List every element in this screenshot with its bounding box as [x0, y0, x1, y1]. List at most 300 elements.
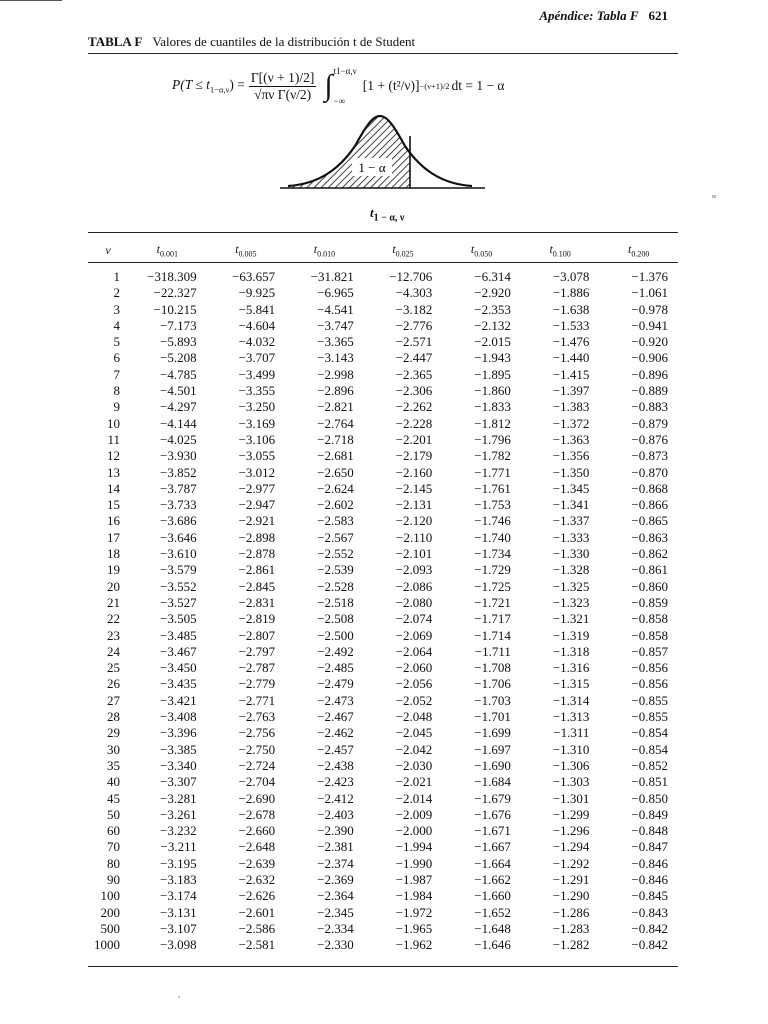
quantile-value-cell: −2.807: [238, 627, 276, 643]
quantile-value-cell: −1.812: [474, 415, 511, 431]
quantile-value-cell: −1.771: [474, 464, 511, 480]
quantile-value-cell: −3.078: [552, 269, 590, 284]
quantile-value-cell: −1.282: [552, 937, 590, 953]
quantile-value-cell: −0.859: [631, 594, 668, 610]
quantile-value-cell: −0.873: [631, 448, 668, 464]
quantile-value-cell: −0.883: [631, 399, 668, 415]
quantile-value-cell: −3.435: [160, 676, 197, 692]
scan-speck: [178, 996, 180, 998]
quantile-value-cell: −2.718: [317, 431, 354, 447]
degrees-of-freedom-cell: 70: [107, 839, 121, 855]
quantile-value-cell: −2.797: [238, 643, 276, 659]
quantile-value-cell: −1.962: [395, 937, 433, 953]
quantile-value-cell: −3.505: [160, 611, 197, 627]
quantile-value-cell: −3.499: [238, 366, 276, 382]
quantile-value-cell: −2.831: [238, 594, 276, 610]
quantile-value-cell: −3.787: [160, 480, 197, 496]
column-header-t: $t_{0.001}$: [156, 241, 178, 259]
table-caption: Valores de cuantiles de la distribución t de Student: [152, 34, 416, 49]
quantile-value-cell: −0.870: [631, 464, 668, 480]
quantile-value-cell: −3.169: [238, 415, 276, 431]
quantile-value-cell: −2.345: [317, 904, 354, 920]
quantile-value-cell: −0.863: [631, 529, 668, 545]
quantile-value-cell: −0.868: [631, 480, 668, 496]
quantile-value-cell: −2.093: [395, 562, 433, 578]
degrees-of-freedom-cell: 2: [113, 285, 121, 301]
quantile-value-cell: −1.345: [552, 480, 590, 496]
quantile-value-cell: −1.717: [474, 611, 511, 627]
quantile-label: $t_{1 - \alpha, \nu}$: [370, 205, 405, 224]
quantile-value-cell: −2.330: [317, 937, 354, 953]
corner-rule: [0, 0, 62, 1]
quantile-value-cell: −2.821: [317, 399, 354, 415]
table-row: [88, 285, 678, 301]
quantile-value-cell: −0.846: [631, 855, 668, 871]
quantile-value-cell: −4.144: [160, 415, 197, 431]
quantile-value-cell: −3.012: [238, 464, 276, 480]
quantile-value-cell: −1.664: [474, 855, 511, 871]
table-row: [88, 872, 678, 888]
quantile-value-cell: −1.761: [474, 480, 511, 496]
column-header-t: $t_{0.025}$: [392, 241, 414, 259]
quantile-value-cell: −2.457: [317, 741, 354, 757]
degrees-of-freedom-cell: 1000: [94, 937, 121, 953]
quantile-value-cell: −2.369: [317, 871, 354, 887]
lower-limit: −∞: [333, 96, 346, 106]
integral-limits: [334, 66, 357, 106]
quantile-value-cell: −3.183: [160, 871, 197, 887]
quantile-value-cell: −2.602: [317, 497, 354, 513]
quantile-value-cell: −10.215: [153, 301, 197, 317]
quantile-value-cell: −2.571: [395, 334, 433, 350]
area-label: 1 − α: [358, 160, 386, 175]
quantile-value-cell: −1.533: [552, 317, 590, 333]
quantile-value-cell: −2.052: [395, 692, 433, 708]
quantile-value-cell: −1.895: [474, 366, 511, 382]
table-row: [88, 579, 678, 595]
degrees-of-freedom-cell: 30: [107, 741, 121, 757]
quantile-value-cell: −0.852: [631, 757, 668, 773]
table-row: [88, 562, 678, 578]
quantile-value-cell: −2.069: [395, 627, 433, 643]
scan-speck: [712, 195, 716, 198]
quantile-value-cell: −4.032: [238, 334, 276, 350]
quantile-value-cell: −1.667: [474, 839, 511, 855]
table-row: [88, 546, 678, 562]
quantile-value-cell: −1.283: [552, 920, 590, 936]
quantile-value-cell: −2.042: [395, 741, 433, 757]
quantile-value-cell: −1.711: [474, 643, 511, 659]
quantile-value-cell: −2.145: [395, 480, 433, 496]
quantile-value-cell: −2.423: [317, 774, 354, 790]
quantile-value-cell: −0.978: [631, 301, 668, 317]
quantile-value-cell: −2.650: [317, 464, 354, 480]
quantile-value-cell: −2.678: [238, 806, 276, 822]
quantile-value-cell: −1.318: [552, 643, 590, 659]
degrees-of-freedom-cell: 15: [107, 497, 121, 513]
quantile-value-cell: −2.756: [238, 725, 276, 741]
quantile-value-cell: −1.734: [474, 546, 511, 562]
quantile-value-cell: −1.321: [552, 611, 590, 627]
quantile-value-cell: −1.350: [552, 464, 590, 480]
quantile-value-cell: −1.796: [474, 431, 511, 447]
quantile-value-cell: −2.228: [395, 415, 433, 431]
quantile-value-cell: −3.365: [317, 334, 354, 350]
degrees-of-freedom-cell: 4: [113, 317, 121, 333]
table-row: [88, 823, 678, 839]
quantile-value-cell: −4.541: [317, 301, 354, 317]
quantile-value-cell: −3.340: [160, 757, 197, 773]
quantile-value-cell: −1.328: [552, 562, 590, 578]
quantile-value-cell: −3.852: [160, 464, 197, 480]
table-row: [88, 807, 678, 823]
degrees-of-freedom-cell: 13: [107, 464, 121, 480]
quantile-value-cell: −1.638: [552, 301, 590, 317]
column-header-t: $t_{0.100}$: [549, 241, 571, 259]
table-row: [88, 628, 678, 644]
quantile-value-cell: −1.652: [474, 904, 511, 920]
running-head: [539, 8, 668, 24]
degrees-of-freedom-cell: 22: [107, 611, 121, 627]
quantile-value-cell: −2.763: [238, 709, 276, 725]
quantile-value-cell: −3.707: [238, 350, 276, 366]
quantile-value-cell: −5.893: [160, 334, 197, 350]
degrees-of-freedom-cell: 200: [100, 904, 121, 920]
quantile-value-cell: −3.408: [160, 709, 197, 725]
quantile-value-cell: −0.889: [631, 383, 668, 399]
quantile-value-cell: −2.861: [238, 562, 276, 578]
quantile-value-cell: −3.485: [160, 627, 197, 643]
table-row: [88, 367, 678, 383]
quantile-value-cell: −1.415: [552, 366, 590, 382]
table-body: [88, 264, 678, 953]
quantile-value-cell: −2.000: [395, 823, 433, 839]
degrees-of-freedom-cell: 8: [113, 383, 121, 399]
quantile-value-cell: −1.325: [552, 578, 590, 594]
degrees-of-freedom-cell: 11: [107, 431, 121, 447]
quantile-value-cell: −2.660: [238, 823, 276, 839]
quantile-value-cell: −1.984: [395, 888, 433, 904]
shaded-area: [288, 116, 472, 188]
table-row: [88, 465, 678, 481]
table-row: [88, 693, 678, 709]
quantile-value-cell: −1.316: [552, 660, 590, 676]
quantile-value-cell: −2.064: [395, 643, 433, 659]
quantile-value-cell: −1.708: [474, 660, 511, 676]
quantile-value-cell: −1.746: [474, 513, 511, 529]
quantile-value-cell: −3.421: [160, 692, 197, 708]
quantile-value-cell: −1.291: [552, 871, 590, 887]
quantile-value-cell: −1.729: [474, 562, 511, 578]
quantile-value-cell: −3.182: [395, 301, 433, 317]
quantile-value-cell: −1.290: [552, 888, 590, 904]
quantile-value-cell: −2.626: [238, 888, 276, 904]
quantile-value-cell: −2.528: [317, 578, 354, 594]
degrees-of-freedom-cell: 19: [107, 562, 121, 578]
quantile-value-cell: −1.294: [552, 839, 590, 855]
quantile-value-cell: −2.771: [238, 692, 276, 708]
quantile-value-cell: −2.374: [317, 855, 354, 871]
table-row: [88, 742, 678, 758]
quantile-value-cell: −1.697: [474, 741, 511, 757]
quantile-value-cell: −1.690: [474, 757, 511, 773]
quantile-value-cell: −2.467: [317, 709, 354, 725]
quantile-value-cell: −0.860: [631, 578, 668, 594]
table-row: [88, 318, 678, 334]
quantile-value-cell: −3.232: [160, 823, 197, 839]
quantile-value-cell: −2.500: [317, 627, 354, 643]
degrees-of-freedom-cell: 21: [107, 594, 121, 610]
quantile-value-cell: −3.055: [238, 448, 276, 464]
quantile-value-cell: −2.447: [395, 350, 433, 366]
quantile-value-cell: −1.301: [552, 790, 590, 806]
quantile-value-cell: −2.120: [395, 513, 433, 529]
quantile-value-cell: −2.364: [317, 888, 354, 904]
degrees-of-freedom-cell: 50: [107, 806, 121, 822]
quantile-value-cell: −0.856: [631, 676, 668, 692]
quantile-value-cell: −3.281: [160, 790, 197, 806]
table-row: [88, 399, 678, 415]
quantile-value-cell: −1.383: [552, 399, 590, 415]
degrees-of-freedom-cell: 10: [107, 415, 121, 431]
quantile-value-cell: −1.833: [474, 399, 511, 415]
quantile-value-cell: −2.060: [395, 660, 433, 676]
quantile-value-cell: −3.143: [317, 350, 354, 366]
table-row: [88, 937, 678, 953]
quantile-value-cell: −2.690: [238, 790, 276, 806]
quantile-value-cell: −3.467: [160, 643, 197, 659]
quantile-value-cell: −2.009: [395, 806, 433, 822]
table-row: [88, 334, 678, 350]
quantile-value-cell: −1.886: [552, 285, 590, 301]
table-row: [88, 888, 678, 904]
quantile-value-cell: −0.850: [631, 790, 668, 806]
table-row: [88, 660, 678, 676]
quantile-value-cell: −2.045: [395, 725, 433, 741]
quantile-value-cell: −2.179: [395, 448, 433, 464]
degrees-of-freedom-cell: 6: [113, 350, 121, 366]
quantile-value-cell: −0.941: [631, 317, 668, 333]
degrees-of-freedom-cell: 24: [107, 643, 121, 659]
quantile-value-cell: −1.990: [395, 855, 433, 871]
quantile-value-cell: −3.131: [160, 904, 197, 920]
quantile-value-cell: −2.819: [238, 611, 276, 627]
quantile-value-cell: −1.356: [552, 448, 590, 464]
table-row: [88, 432, 678, 448]
quantile-value-cell: −3.211: [160, 839, 197, 855]
quantile-value-cell: −0.856: [631, 660, 668, 676]
quantile-value-cell: −2.787: [238, 660, 276, 676]
quantile-value-cell: −2.639: [238, 855, 276, 871]
quantile-value-cell: −3.250: [238, 399, 276, 415]
quantile-value-cell: −318.309: [147, 269, 197, 284]
quantile-value-cell: −4.025: [160, 431, 197, 447]
quantile-value-cell: −2.101: [395, 546, 433, 562]
quantile-value-cell: −1.943: [474, 350, 511, 366]
quantile-value-cell: −1.671: [474, 823, 511, 839]
quantile-value-cell: −1.319: [552, 627, 590, 643]
quantile-value-cell: −2.764: [317, 415, 354, 431]
table-row: [88, 725, 678, 741]
table-top-rule: [88, 232, 678, 233]
quantile-value-cell: −1.286: [552, 904, 590, 920]
table-row: [88, 676, 678, 692]
degrees-of-freedom-cell: 60: [107, 823, 121, 839]
quantile-value-cell: −1.376: [631, 269, 668, 284]
quantile-value-cell: −1.292: [552, 855, 590, 871]
quantile-value-cell: −9.925: [238, 285, 276, 301]
quantile-value-cell: −2.353: [474, 301, 511, 317]
quantile-value-cell: −4.785: [160, 366, 197, 382]
degrees-of-freedom-cell: 27: [107, 692, 121, 708]
column-header-t: $t_{0.010}$: [313, 241, 336, 259]
degrees-of-freedom-cell: 16: [107, 513, 121, 529]
quantile-value-cell: −2.750: [238, 741, 276, 757]
quantile-value-cell: −0.855: [631, 692, 668, 708]
quantile-value-cell: −0.861: [631, 562, 668, 578]
quantile-value-cell: −0.862: [631, 546, 668, 562]
quantile-value-cell: −2.485: [317, 660, 354, 676]
quantile-value-cell: −1.333: [552, 529, 590, 545]
degrees-of-freedom-cell: 12: [107, 448, 121, 464]
quantile-value-cell: −2.921: [238, 513, 276, 529]
quantile-value-cell: −1.699: [474, 725, 511, 741]
quantile-value-cell: −1.994: [395, 839, 433, 855]
table-row: [88, 856, 678, 872]
quantile-value-cell: −2.704: [238, 774, 276, 790]
quantile-value-cell: −2.724: [238, 757, 276, 773]
quantile-value-cell: −1.323: [552, 594, 590, 610]
quantile-value-cell: −2.262: [395, 399, 433, 415]
quantile-value-cell: −1.303: [552, 774, 590, 790]
quantile-value-cell: −1.782: [474, 448, 511, 464]
quantile-value-cell: −2.403: [317, 806, 354, 822]
degrees-of-freedom-cell: 7: [113, 366, 121, 382]
quantile-value-cell: −2.381: [317, 839, 354, 855]
quantile-value-cell: −3.261: [160, 806, 197, 822]
quantile-value-cell: −2.632: [238, 871, 276, 887]
quantile-value-cell: −3.527: [160, 594, 197, 610]
quantile-value-cell: −1.061: [631, 285, 668, 301]
quantile-value-cell: −0.857: [631, 643, 668, 659]
table-row: [88, 481, 678, 497]
table-row: [88, 513, 678, 529]
quantile-value-cell: −1.476: [552, 334, 590, 350]
quantile-value-cell: −0.854: [631, 741, 668, 757]
quantile-value-cell: −3.098: [160, 937, 197, 953]
quantile-value-cell: −3.107: [160, 920, 197, 936]
quantile-value-cell: −0.842: [631, 937, 668, 953]
quantile-value-cell: −2.624: [317, 480, 354, 496]
quantile-value-cell: −1.341: [552, 497, 590, 513]
table-row: [88, 791, 678, 807]
quantile-value-cell: −0.845: [631, 888, 668, 904]
quantile-value-cell: −1.306: [552, 757, 590, 773]
quantile-value-cell: −1.310: [552, 741, 590, 757]
quantile-value-cell: −3.450: [160, 660, 197, 676]
quantile-value-cell: −1.296: [552, 823, 590, 839]
quantile-value-cell: −1.311: [553, 725, 590, 741]
degrees-of-freedom-cell: 29: [107, 725, 121, 741]
degrees-of-freedom-cell: 45: [107, 790, 121, 806]
quantile-value-cell: −2.160: [395, 464, 433, 480]
quantile-value-cell: −1.701: [474, 709, 511, 725]
quantile-value-cell: −2.462: [317, 725, 354, 741]
quantile-value-cell: −2.473: [317, 692, 354, 708]
quantile-value-cell: −0.848: [631, 823, 668, 839]
quantile-value-cell: −3.930: [160, 448, 197, 464]
quantile-value-cell: −2.074: [395, 611, 433, 627]
quantile-value-cell: −2.977: [238, 480, 276, 496]
quantile-value-cell: −1.299: [552, 806, 590, 822]
quantile-value-cell: −2.014: [395, 790, 433, 806]
quantile-value-cell: −22.327: [153, 285, 197, 301]
quantile-value-cell: −3.686: [160, 513, 197, 529]
quantile-value-cell: −2.586: [238, 920, 276, 936]
quantile-value-cell: −3.106: [238, 431, 276, 447]
quantile-value-cell: −1.372: [552, 415, 590, 431]
table-header-row: [88, 236, 678, 264]
quantile-value-cell: −2.390: [317, 823, 354, 839]
formula-lhs: $P(T \le t_{1-\alpha,\nu})$ =: [172, 77, 245, 95]
quantile-value-cell: −3.579: [160, 562, 197, 578]
table-row: [88, 497, 678, 513]
quantile-value-cell: −1.703: [474, 692, 511, 708]
page-number: 621: [648, 8, 668, 23]
quantile-value-cell: −2.920: [474, 285, 511, 301]
quantile-value-cell: −0.842: [631, 920, 668, 936]
degrees-of-freedom-cell: 35: [107, 757, 121, 773]
quantile-value-cell: −0.879: [631, 415, 668, 431]
quantile-value-cell: −3.396: [160, 725, 197, 741]
quantile-value-cell: −1.684: [474, 774, 511, 790]
quantile-value-cell: −3.610: [160, 546, 197, 562]
quantile-value-cell: −2.601: [238, 904, 276, 920]
quantile-value-cell: −2.412: [317, 790, 354, 806]
quantile-value-cell: −2.567: [317, 529, 354, 545]
quantile-value-cell: −2.581: [238, 937, 276, 953]
integral-sign-icon: ∫: [324, 69, 333, 102]
t-quantile-table: [88, 236, 678, 953]
quantile-value-cell: −2.021: [395, 774, 433, 790]
quantile-value-cell: −2.479: [317, 676, 354, 692]
quantile-value-cell: −0.846: [631, 871, 668, 887]
table-row: [88, 264, 678, 285]
quantile-value-cell: −1.965: [395, 920, 433, 936]
formula-numerator: Γ[(ν + 1)/2]: [250, 69, 315, 85]
quantile-value-cell: −6.314: [474, 269, 511, 284]
quantile-value-cell: −2.030: [395, 757, 433, 773]
quantile-value-cell: −1.313: [552, 709, 590, 725]
quantile-value-cell: −0.876: [631, 431, 668, 447]
table-row: [88, 905, 678, 921]
quantile-value-cell: −1.337: [552, 513, 590, 529]
quantile-value-cell: −3.733: [160, 497, 197, 513]
degrees-of-freedom-cell: 14: [107, 480, 121, 496]
quantile-value-cell: −1.660: [474, 888, 511, 904]
table-row: [88, 921, 678, 937]
quantile-value-cell: −5.208: [160, 350, 197, 366]
degrees-of-freedom-cell: 9: [113, 399, 121, 415]
table-row: [88, 350, 678, 366]
quantile-value-cell: −2.056: [395, 676, 433, 692]
table-row: [88, 416, 678, 432]
density-formula: [172, 58, 505, 114]
table-title: [88, 34, 415, 50]
quantile-value-cell: −0.920: [631, 334, 668, 350]
quantile-value-cell: −0.858: [631, 627, 668, 643]
quantile-value-cell: −1.725: [474, 578, 511, 594]
